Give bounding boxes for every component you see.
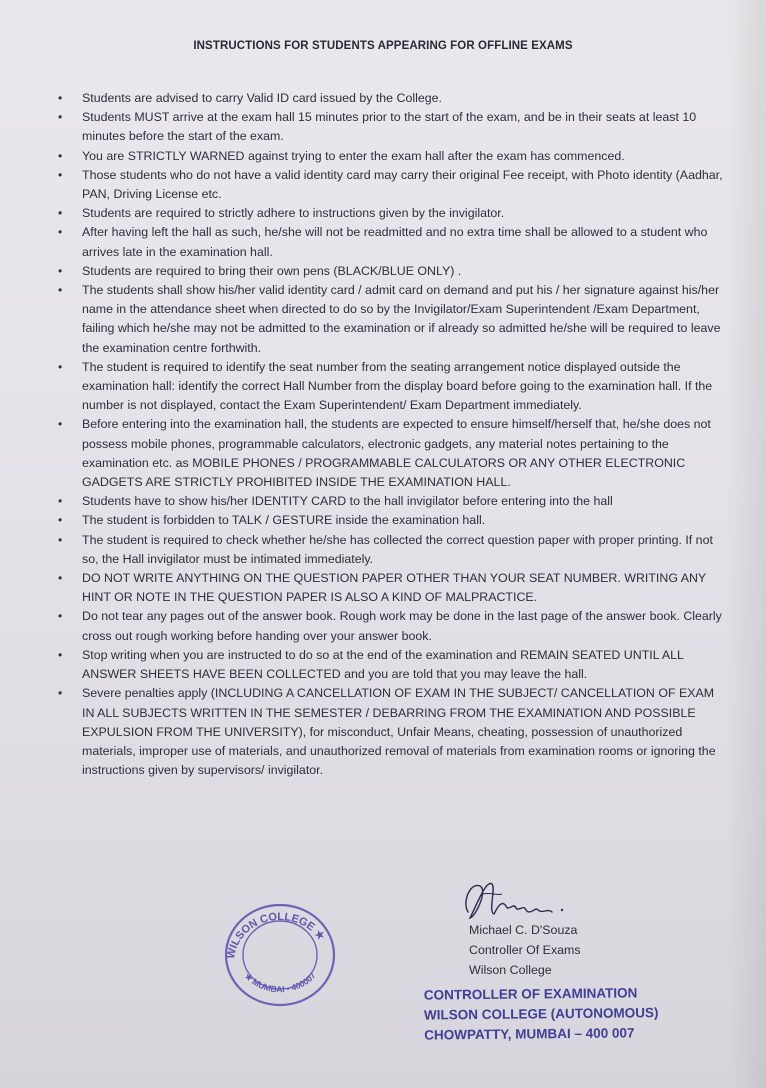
- bullet-icon: •: [58, 91, 63, 105]
- svg-text:WILSON COLLEGE ★: WILSON COLLEGE ★: [224, 910, 328, 960]
- instruction-item: [56, 262, 728, 281]
- instruction-text: Those students who do not have a valid identity card may carry their original Fee receipt, with Photo identity (Aadhar, PAN, Driving License etc.: [82, 167, 723, 202]
- instruction-text: After having left the hall as such, he/she will not be readmitted and no extra time shall be allowed to a student who arrives late in the examination hall.: [82, 225, 708, 259]
- bullet-icon: •: [58, 148, 63, 163]
- instruction-item: [56, 204, 728, 223]
- bullet-icon: •: [58, 571, 63, 586]
- signatory-name: Michael C. D'Souza: [469, 923, 578, 937]
- instruction-item: [56, 89, 728, 108]
- bullet-icon: •: [58, 283, 63, 298]
- instruction-text: DO NOT WRITE ANYTHING ON THE QUESTION PAPER OTHER THAN YOUR SEAT NUMBER. WRITING ANY HINT OR NOTE IN THE QUESTION PAPER IS ALSO A KIND OF MALPRACTICE.: [82, 571, 706, 605]
- instruction-item: [56, 607, 728, 645]
- instruction-item: [56, 281, 728, 358]
- instruction-item: [56, 684, 728, 780]
- instruction-text: You are STRICTLY WARNED against trying to enter the exam hall after the exam has commenced.: [82, 148, 625, 163]
- stamp-line-2: WILSON COLLEGE (AUTONOMOUS): [423, 1005, 659, 1023]
- instruction-text: Stop writing when you are instructed to do so at the end of the examination and REMAIN SEATED UNTIL ALL ANSWER SHEETS HAVE BEEN COLLECTED and you are told that you may leave the hall.: [82, 647, 684, 682]
- office-stamp: [424, 982, 725, 1045]
- instruction-text: The student is forbidden to TALK / GESTURE inside the examination hall.: [82, 513, 486, 528]
- stamp-line-1: CONTROLLER OF EXAMINATION: [423, 985, 638, 1003]
- stamp-line-3: CHOWPATTY, MUMBAI – 400 007: [424, 1025, 635, 1043]
- instruction-item: [56, 511, 728, 530]
- bullet-icon: •: [58, 513, 63, 528]
- instruction-item: [56, 531, 728, 569]
- bullet-icon: •: [58, 263, 63, 278]
- signatory-institution: Wilson College: [469, 963, 552, 977]
- instruction-text: Students have to show his/her IDENTITY CARD to the hall invigilator before entering into the hall: [82, 494, 613, 509]
- instruction-item: [56, 569, 728, 607]
- instruction-text: Students are advised to carry Valid ID card issued by the College.: [82, 91, 442, 105]
- bullet-icon: •: [58, 417, 63, 432]
- instruction-item: [56, 147, 728, 166]
- instruction-text: Severe penalties apply (INCLUDING A CANCELLATION OF EXAM IN THE SUBJECT/ CANCELLATION OF EXAM IN ALL SUBJECTS WRITTEN IN THE SEMESTER / DEBARRING FROM THE EXAMINATION AND POSSIBLE EXPULSION FROM THE UNIVERSITY), for misconduct, Unfair Means, cheating, possession of unauthorized materials, improper use of materials, and unauthorized removal of materials from examination rooms or ignoring the instructions given by supervisors/ invigilator.: [82, 686, 716, 778]
- bullet-icon: •: [58, 686, 63, 701]
- bullet-icon: •: [58, 206, 63, 221]
- instruction-text: The student is required to check whether he/she has collected the correct question paper with proper printing. If not so, the Hall invigilator must be intimated immediately.: [82, 532, 713, 566]
- signatory-block: [469, 920, 729, 980]
- instruction-text: The students shall show his/her valid identity card / admit card on demand and put his / her signature against his/her name in the attendance sheet when directed to do so by the Invigilator/Exam Superintendent /Exam Department, failing which he/she may not be admitted to the examination or if already so admitted he/she will be required to leave the examination centre forthwith.: [82, 283, 721, 355]
- instruction-text: Students MUST arrive at the exam hall 15 minutes prior to the start of the exam, and be in their seats at least 10 minutes before the start of the exam.: [82, 110, 697, 144]
- signatory-designation: Controller Of Exams: [469, 943, 581, 957]
- instructions-list: [56, 89, 728, 780]
- instruction-item: [56, 223, 728, 261]
- bullet-icon: •: [58, 110, 63, 125]
- bullet-icon: •: [58, 494, 63, 509]
- instruction-item: [56, 166, 728, 204]
- instruction-text: Before entering into the examination hall, the students are expected to ensure himself/herself that, he/she does not possess mobile phones, programmable calculators, electronic gadgets, any material notes pertaining to the examination etc. as MOBILE PHONES / PROGRAMMABLE CALCULATORS OR ANY OTHER ELECTRONIC GADGETS ARE STRICTLY PROHIBITED INSIDE THE EXAMINATION HALL.: [82, 417, 711, 490]
- document-title: INSTRUCTIONS FOR STUDENTS APPEARING FOR OFFLINE EXAMS: [193, 40, 573, 52]
- instruction-item: [56, 108, 728, 146]
- bullet-icon: •: [58, 647, 63, 662]
- instruction-item: [56, 646, 728, 684]
- instruction-item: [56, 358, 728, 416]
- bullet-icon: •: [58, 359, 63, 374]
- instruction-text: Students are required to bring their own pens (BLACK/BLUE ONLY) .: [82, 263, 462, 278]
- instruction-item: [56, 492, 728, 511]
- svg-text:★ MUMBAI - 400007: ★ MUMBAI - 400007: [242, 970, 318, 995]
- instruction-text: Students are required to strictly adhere to instructions given by the invigilator.: [82, 206, 505, 221]
- instruction-text: Do not tear any pages out of the answer book. Rough work may be done in the last page of the answer book. Clearly cross out rough working before handing over your answer book.: [82, 609, 722, 643]
- bullet-icon: •: [58, 167, 63, 182]
- instruction-text: The student is required to identify the seat number from the seating arrangement notice displayed outside the examination hall: identify the correct Hall Number from the display board before going to the examination hall. If the number is not displayed, contact the Exam Superintendent/ Exam Department immediately.: [82, 359, 713, 413]
- college-seal-icon: [220, 900, 340, 1010]
- bullet-icon: •: [58, 532, 63, 547]
- bullet-icon: •: [58, 225, 63, 240]
- instruction-item: [56, 415, 728, 492]
- bullet-icon: •: [58, 609, 63, 624]
